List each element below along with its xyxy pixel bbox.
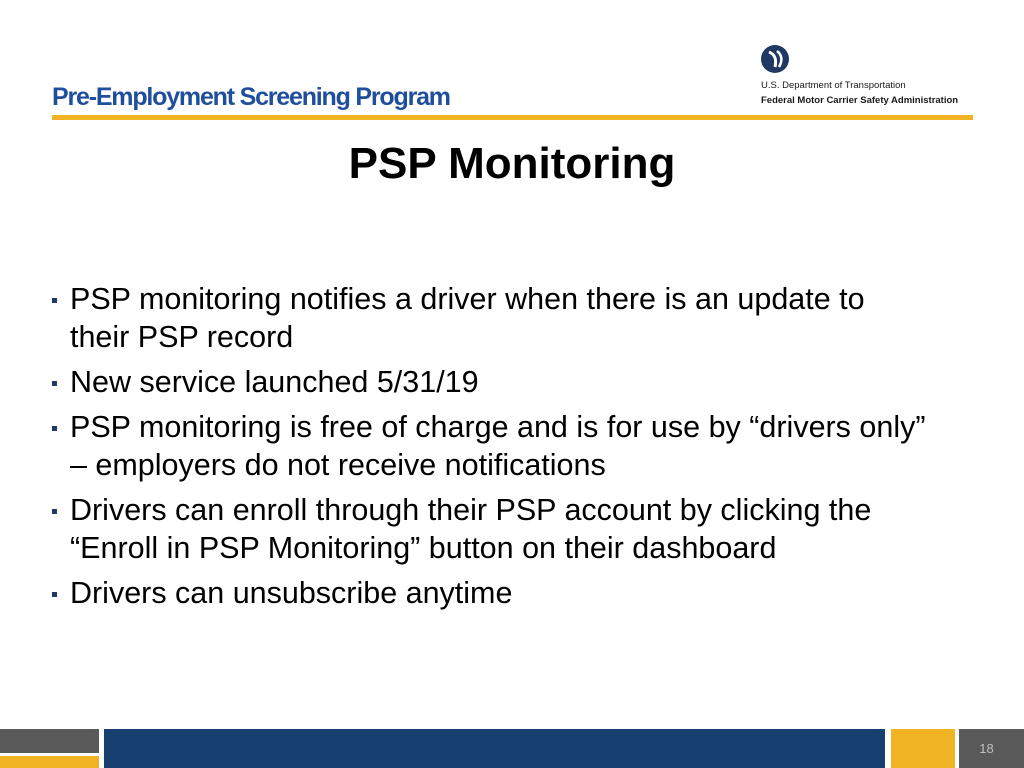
gold-divider [52,115,973,120]
footer-gray-block [0,729,99,753]
logo-department: U.S. Department of Transportation [761,80,906,91]
bullet-text: PSP monitoring is free of charge and is for use by “drivers only” – employers do not receive notifications [70,410,926,482]
bullet-item [48,363,928,401]
footer-navy-bar [104,729,885,768]
bullet-item [48,280,928,356]
bullet-text: Drivers can unsubscribe anytime [70,576,513,610]
bullet-square-icon [52,381,57,386]
bullet-text: New service launched 5/31/19 [70,365,479,399]
bullet-text: Drivers can enroll through their PSP account by clicking the “Enroll in PSP Monitoring” button on their dashboard [70,493,872,565]
page-number: 18 [979,741,994,756]
bullet-item [48,574,928,612]
logo-agency: Federal Motor Carrier Safety Administration [761,95,959,106]
footer-gold-block [891,729,955,768]
bullet-item [48,491,928,567]
page-number-box [959,729,1024,768]
footer-gold-strip [0,756,99,768]
program-title: Pre-Employment Screening Program [52,83,450,111]
bullet-text: PSP monitoring notifies a driver when there is an update to their PSP record [70,282,865,354]
dot-emblem-icon [761,45,789,73]
bullet-square-icon [52,298,57,303]
slide-title: PSP Monitoring [348,139,676,188]
bullet-square-icon [52,509,57,514]
bullet-square-icon [52,426,57,431]
bullet-square-icon [52,592,57,597]
bullet-list [48,280,928,619]
bullet-item [48,408,928,484]
